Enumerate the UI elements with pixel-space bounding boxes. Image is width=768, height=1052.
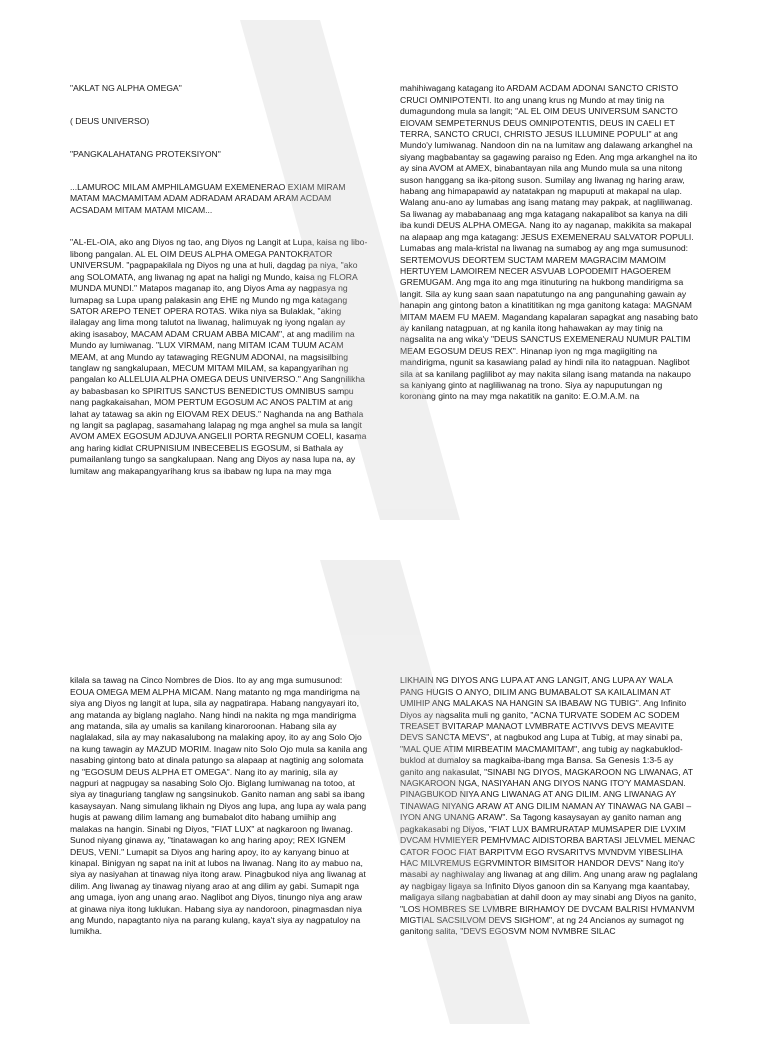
page2-left-column bbox=[70, 664, 368, 959]
body-paragraph: kilala sa tawag na Cinco Nombres de Dios. Ito ay ang mga sumusunod: EOUA OMEGA MEM ALPHA MICAM. Nang matanto ng mga mandirigma na siya ang Diyos ng langit at lupa, sila ay nagpatirapa. Habang nangyayari ito, ang matanda ay biglang naglaho. Nang hindi na nakita ng mga mandirigma ang matanda, sila ay umalis sa kanilang kinaroroonan. Habang sila ay naglalakad, sila ay may nakasalubong na malaking apoy, ito ay ang Solo Ojo na kung tawagin ay MAZUD MORIM. Inagaw nito Solo Ojo mula sa kanila ang nasabing gintong bato at dinala patungo sa alapaap at nagtinig ang solomata ng "EGOSUM DEUS ALPHA ET OMEGA". Nang ito ay marinig, sila ay nagpuri at nagpugay sa nasabing Solo Ojo. Biglang lumiwanag na totoo, at siya ay tinaguriang tanglaw ng sangsinukob. Ganito naman ang sabi sa ibang kasaysayan. Nang simulang likhain ng Diyos ang lupa, ang lupa ay wala pang hugis at pawang dilim lamang ang bumabalot dito habang umiihip ang malakas na hangin. Sinabi ng Diyos, "FIAT LUX" at nagkaroon ng liwanag. Sunod niyang ginawa ay, "tinatawagan ko ang haring apoy; REX IGNEM DEUS, VENI." Lumapit sa Diyos ang haring apoy, ito ay kanyang binuo at kinapal. Binigyan ng sapat na init at lubos na liwanag. Nang ito ay mabuo na, siya ay nasiyahan at tinawag niya itong araw. Pinagbukod niya ang liwanag at dilim. Ang liwanag ay tinawag niyang arao at ang dilim ay gabi. Sumapit nga ang umaga, iyon ang unang arao. Naglibot ang Diyos, tinungo niya ang araw at ginawa niya itong luklukan. Habang siya ay nandoroon, pinagmasdan niya ang Mundo, napagtanto niya na parang kulang, kaya't siya ay nagpatuloy na lumikha. bbox=[70, 675, 368, 937]
incantation-paragraph: ...LAMUROC MILAM AMPHILAMGUAM EXEMENERAO EXIAM MIRAM MATAM MACMAMITAM ADAM ADRADAM ARADAM ARAM ACDAM ACSADAM MITAM MATAM MICAM... bbox=[70, 181, 346, 215]
page2-right-column bbox=[400, 664, 698, 959]
book-section-title: "PANGKALAHATANG PROTEKSIYON" bbox=[70, 149, 221, 160]
body-paragraph: mahihiwagang katagang ito ARDAM ACDAM ADONAI SANCTO CRISTO CRUCI OMNIPOTENTI. Ito ang unang krus ng Mundo at may tinig na dumagundong mula sa langit; "AL EL OIM DEUS UNIVERSUM SANCTO EIOVAM SEMPETERNUS DEUS OMNIPOTENTIS, DEUS IN CAELI ET TERRA, SANCTO CRUCI, CHRISTO JESUS ILLUMINE POPULI" at ang Mundo'y lumiwanag. Nandoon din na na lumitaw ang dalawang arkanghel na siyang magbabantay sa gagawing paraiso ng Eden. Ang mga arkanghel na ito ay sina AVOM at AMEX, binabantayan nila ang Mundo mula sa una nitong suson hanggang sa ika-pitong suson. Sumilay ang liwanag ng haring araw, habang ang himapapawid ay natatakpan ng mapuputi at makapal na ulap. Walang anu-ano ay lumabas ang isang matang may pakpak, at nagliliwanag. Sa liwanag ay mababanaag ang mga katagang nakapalibot sa kanya na dili iba kundi DEUS ALPHA OMEGA. Nang ito ay naganap, makikita sa makapal na alapaap ang mga katagang: JESUS EXEMENERAU SALVATOR POPULI. Lumabas ang mala-kristal na liwanag na sumabog ay ang mga sumusunod: SERTEMOVUS DEORTEM SUCTAM MAREM MAGRACIM MAMOIM HERTUYEM LAMOIREM NECER ASVUAB LOPODEMIT HAGOEREM GREMUGAM. Ang mga ito ang mga itinuturing na hukbong mandirigma sa langit. Sila ay kung saan saan napatutungo na ang pangunahing gawain ay hanapin ang gintong baton a kinatititikan ng mga ganitong kataga: MAGNAM MITAM MAEM FU MAEM. Magandang kapalaran sapagkat ang nasabing bato ay kanilang natagpuan, at ng kanila itong hahawakan ay may tinig na nagsalita na ang wika'y "DEUS SANCTUS EXEMENERAU NUMUR PALTIM MEAM EGOSUM DEUS REX". Hinanap iyon ng mga magiigiting na mandirigma, ngunit sa kasawiang palad ay hindi nila ito natagpuan. Naglibot sila at sa kanilang paglilibot ay may nakita silang isang matanda na nakaupo sa kaniyang ginto at nagliliwanag na trono. Siya ay napuputungan ng koronang ginto na may mga nakatitik na ganito: E.O.M.A.M. na bbox=[400, 83, 698, 402]
book-title: "AKLAT NG ALPHA OMEGA" bbox=[70, 83, 182, 94]
document-page-2 bbox=[0, 540, 768, 1052]
page1-right-column bbox=[400, 72, 698, 424]
book-subtitle: ( DEUS UNIVERSO) bbox=[70, 116, 150, 127]
page1-left-column bbox=[70, 72, 368, 498]
body-paragraph: "AL-EL-OIA, ako ang Diyos ng tao, ang Diyos ng Langit at Lupa, kaisa ng libo-libong pangalan. AL EL OIM DEUS ALPHA OMEGA PANTOKRATOR UNIVERSUM. "pagpapakilala ng Diyos ng una at huli, dagdag pa niya, "ako ang SOLOMATA, ang liwanag ng apat na haligi ng Mundo, kaisa ng FLORA MUNDA MUNDI." Matapos maganap ito, ang Diyos Ama ay nagpasya ng lumapag sa Lupa upang palakasin ang EHE ng Mundo ng mga katagang SATOR AREPO TENET OPERA ROTAS. Wika niya sa Bulaklak, "aking ilalagay ang lima mong talutot na liwanag, halimuyak ng iyong ngalan ay aking isasaboy, MACAM ADAM CRUAM ABBA MICAM", at ang madilim na Mundo ay lumiwanag. "LUX VIRMAM, nang MITAM ICAM TUUM ACAM MEAM, at ang Mundo ay tatawaging REGNUM ADONAI, na magsisilbing tanglaw ng sangkalupaan, MECUM MITAM MILAM, sa kapangyarihan ng pangalan ko ALLELUIA ALPHA OMEGA DEUS UNIVERSO." Ang Sangnilikha ay babasbasan ko SPIRITUS SANCTUS BENEDICTUS OMNIBUS sampu nang pagkakaisahan, MOM PERTUM EGOSUM AC ANOS PALTIM at ang lahat ay tatawag sa akin ng EIOVAM REX DEUS." Naghanda na ang Bathala ng langit sa paglapag, sasamahang lalapag ng mga anghel sa mula sa langit AVOM AMEX EGOSUM ADJUVA ANGELII PORTA REGNUM COELI, kasama ang haring kidlat CRUPNISIUM INBECEBELIS EGOSUM, si Bathala ay pumailanlang tungo sa sangkalupaan. Nang ang Diyos ay nasa lupa na, ay lumitaw ang makapangyarihang krus sa ibabaw ng lupa na may mga bbox=[70, 237, 368, 476]
document-page-1 bbox=[0, 0, 768, 512]
body-paragraph: LIKHAIN NG DIYOS ANG LUPA AT ANG LANGIT, ANG LUPA AY WALA PANG HUGIS O ANYO, DILIM ANG BUMABALOT SA KAILALIMAN AT UMIHIP ANG MALAKAS NA HANGIN SA IBABAW NG TUBIG". Ang Infinito Diyos ay nagsalita muli ng ganito, "ACNA TURVATE SODEM AC SODEM TREASET BVITARAP MANAOT LVMBRATE ACTIVVS DEVS MEAVITE DEVS SANCTA MEVS", at nagbukod ang Lupa at Tubig, at may sinabi pa, "MAL QUE ATIM MIRBEATIM MACMAMITAM", ang tubig ay nagkabuklod-buklod at dumaloy sa magkaiba-ibang mga Bansa. Sa Genesis 1:3-5 ay ganito ang nakasulat, "SINABI NG DIYOS, MAGKAROON NG LIWANAG, AT NAGKAROON NGA, NASIYAHAN ANG DIYOS NANG ITO'Y MAMASDAN. PINAGBUKOD NIYA ANG LIWANAG AT ANG DILIM. ANG LIWANAG AY TINAWAG NIYANG ARAW AT ANG DILIM NAMAN AY TINAWAG NA GABI – IYON ANG UNANG ARAW". Sa Tagong kasaysayan ay ganito naman ang pagkakasabi ng Diyos, "FIAT LUX BAMRURATAP MUMSAPER DIE LVXIM DVCAM HVMIEYER PEMHVMAC AIDISTORBA BARTASI JELVMEL MENAC CATOR FOOC FIAT BARPITVM EGO RVSARITVS MVNDVM YIBESLIHA HAC MILVREMUS EGRVMINTOR BIMSITOR HANDOR DEVS" Nang ito'y masabi ay naghiwalay ang liwanag at ang dilim. Ang unang araw ng paglalang ay nagbigay ligaya sa Infinito Diyos ganoon din sa Kanyang mga kaantabay, maligaya silang nagbabatian at dahil doon ay may sinabi ang Diyos na ganito, "LOS HOMBRES SE LVMBRE BIRHAMOY DE DVCAM BALRISI HVMANVM MIGTIAL SACSILVOM DEVS SIGHOM", at ng 24 Ancianos ay sumagot ng ganitong salita, "DEVS EGOSVM NOM NVMBRE SILAC bbox=[400, 675, 698, 937]
